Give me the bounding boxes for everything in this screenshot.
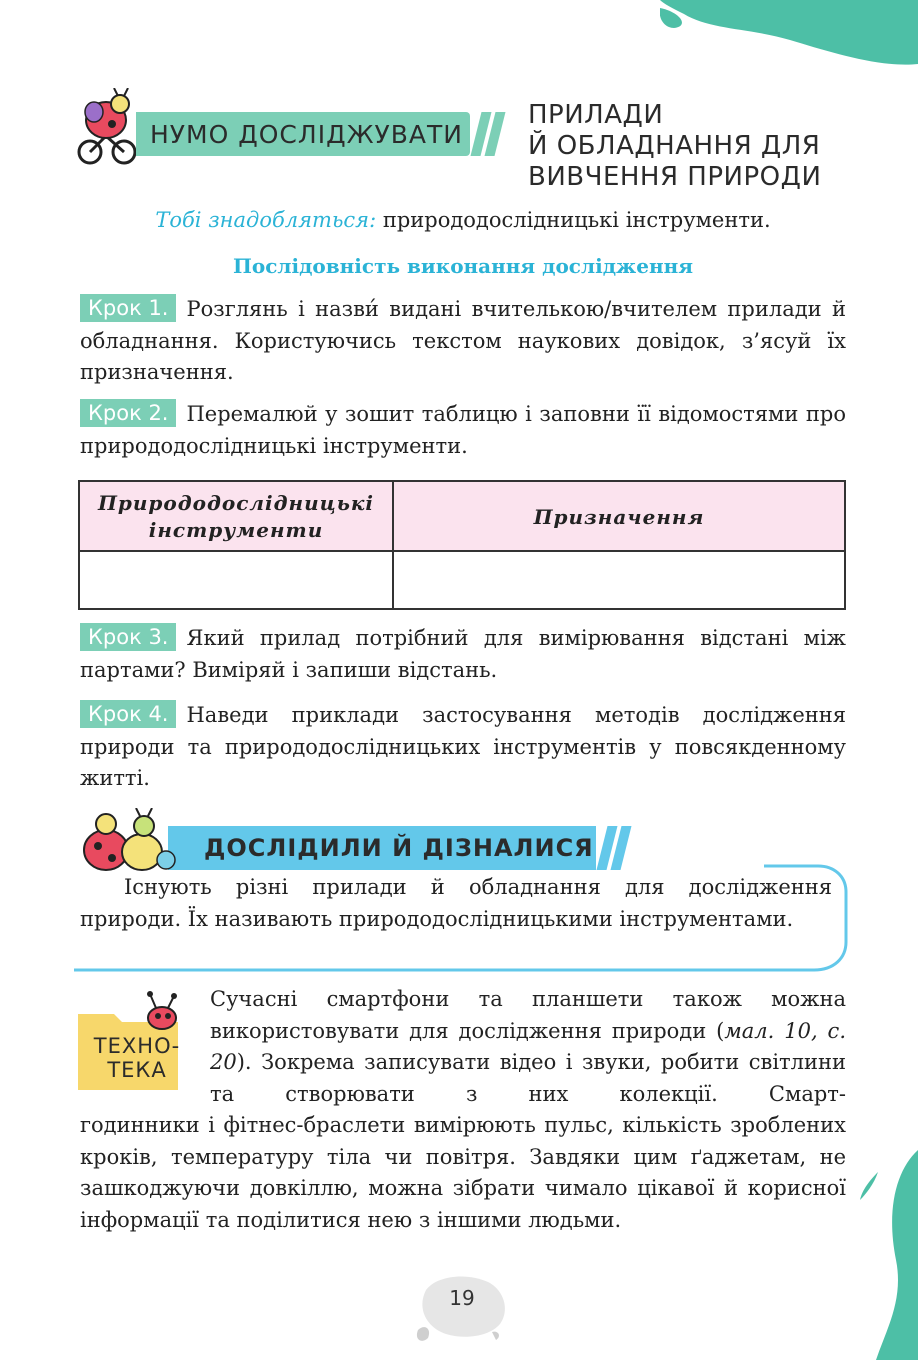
step-3-badge: Крок 3. xyxy=(80,623,176,651)
lesson-title-line-1: ПРИЛАДИ xyxy=(528,100,664,130)
teal-blob-bottom-right-decoration xyxy=(856,1150,918,1360)
learned-banner-label: ДОСЛІДИЛИ Й ДІЗНАЛИСЯ xyxy=(204,834,594,862)
technoteka-label xyxy=(82,1034,192,1082)
two-bugs-icon xyxy=(76,808,176,878)
technoteka-label-line-2: ТЕКА xyxy=(107,1058,167,1082)
ladybug-bicycle-icon xyxy=(72,88,144,166)
technoteka-text-a: Сучасні смартфони та планшети також можна використовувати для дослідження природи ( xyxy=(210,987,846,1043)
step-3 xyxy=(80,623,846,686)
sequence-heading: Послідовність виконання дослідження xyxy=(233,254,693,278)
technoteka-label-line-1: ТЕХНО- xyxy=(93,1034,181,1058)
table-header-instruments: Природодослідницькі інструменти xyxy=(97,491,375,542)
step-2 xyxy=(80,399,846,462)
technoteka-text-part-1 xyxy=(210,984,846,1110)
page-number-splash-decoration xyxy=(406,1270,516,1350)
step-3-text: Який прилад потрібний для вимірювання відстані між партами? Виміряй і запиши відстань. xyxy=(80,626,846,682)
investigate-banner-label: НУМО ДОСЛІДЖУВАТИ xyxy=(150,120,463,149)
learned-summary: Існують різні прилади й обладнання для дослідження природи. Їх називають природодослідницькими інструментами. xyxy=(80,875,832,931)
materials-needed-label: Тобі знадобляться: xyxy=(155,208,377,232)
page-number: 19 xyxy=(449,1286,475,1310)
materials-needed xyxy=(80,208,846,232)
step-4 xyxy=(80,700,846,795)
materials-needed-text: природодослідницькі інструменти. xyxy=(376,208,771,232)
learned-banner xyxy=(168,826,638,870)
lesson-title xyxy=(528,100,821,193)
lesson-title-line-2: Й ОБЛАДНАННЯ ДЛЯ xyxy=(528,131,821,161)
teal-blob-top-right-decoration xyxy=(660,0,918,70)
step-2-badge: Крок 2. xyxy=(80,399,176,427)
lesson-title-line-3: ВИВЧЕННЯ ПРИРОДИ xyxy=(528,162,822,192)
step-1-badge: Крок 1. xyxy=(80,294,176,322)
step-1-text: Розглянь і назви́ видані вчителькою/вчителем прилади й обладнання. Користуючись текстом наукових довідок, з’ясуй їх призначення. xyxy=(80,297,846,384)
step-1 xyxy=(80,294,846,389)
investigate-banner xyxy=(136,112,496,156)
table-header-purpose: Призначення xyxy=(533,504,705,529)
technoteka-text-part-2: годинники і фітнес-браслети вимірюють пульс, кількість зроблених кроків, температуру тіла чи повітря. Завдяки цим ґаджетам, не зашкоджуючи довкіллю, можна зібрати чимало цікавої й корисної інформації та поділитися нею з іншими людьми. xyxy=(80,1113,846,1232)
technoteka-text-b: ). Зокрема записувати відео і звуки, робити світлини та створювати з них колекції. Смарт- xyxy=(210,1050,846,1106)
figure-reference: мал. 10, с. 20 xyxy=(210,1018,846,1074)
step-4-badge: Крок 4. xyxy=(80,700,176,728)
step-2-text: Перемалюй у зошит таблицю і заповни її відомостями про природодослідницькі інструменти. xyxy=(80,402,846,458)
instruments-table xyxy=(78,480,846,610)
step-4-text: Наведи приклади застосування методів дослідження природи та природодослідницьких інструментів у повсякденному житті. xyxy=(80,703,846,790)
